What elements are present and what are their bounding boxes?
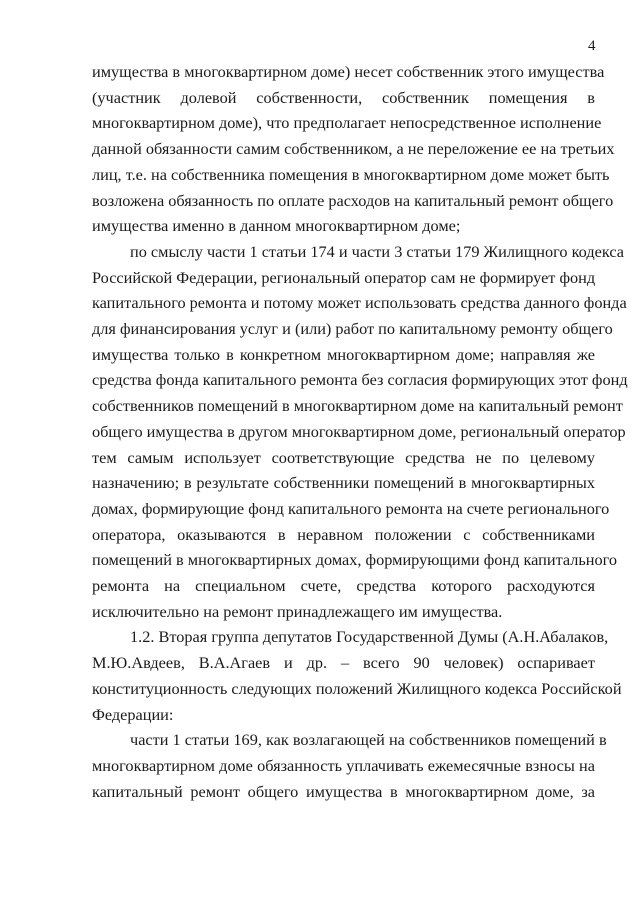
text-line: Российской Федерации, региональный оператор сам не формирует фонд — [92, 267, 596, 287]
text-line: М.Ю.Авдеев, В.А.Агаев и др. – всего 90 человек) оспаривает — [92, 653, 595, 673]
text-line: капитального ремонта и потому может использовать средства данного фонда — [92, 293, 627, 313]
text-line: для финансирования услуг и (или) работ по капитальному ремонту общего — [92, 319, 613, 339]
text-line: средства фонда капитального ремонта без согласия формирующих этот фонд — [92, 370, 628, 390]
text-line: помещений в многоквартирных домах, формирующими фонд капитального — [92, 550, 618, 570]
text-line: 1.2. Вторая группа депутатов Государственной Думы (А.Н.Абалаков, — [130, 627, 609, 647]
text-line: возложена обязанность по оплате расходов на капитальный ремонт общего — [92, 190, 614, 210]
text-line: имущества в многоквартирном доме) несет собственник этого имущества — [92, 62, 605, 81]
text-line: данной обязанности самим собственником, а не переложение ее на третьих — [92, 139, 615, 159]
page-number: 4 — [588, 38, 596, 54]
text-line: конституционность следующих положений Жилищного кодекса Российской — [92, 678, 622, 698]
paragraph — [92, 624, 622, 727]
text-line: домах, формирующие фонд капитального ремонта на счете регионального — [92, 498, 610, 518]
document-body — [92, 59, 628, 804]
paragraph — [92, 59, 615, 239]
text-line: собственников помещений в многоквартирном доме на капитальный ремонт — [92, 396, 623, 416]
text-line: (участник долевой собственности, собственник помещения в — [92, 87, 595, 107]
text-line: капитальный ремонт общего имущества в многоквартирном доме, за — [92, 781, 595, 801]
text-line: многоквартирном доме), что предполагает непосредственное исполнение — [92, 113, 602, 133]
text-line: ремонта на специальном счете, средства которого расходуются — [92, 576, 595, 596]
text-line: исключительно на ремонт принадлежащего им имущества. — [92, 601, 503, 621]
paragraph — [92, 727, 607, 804]
text-line: оператора, оказываются в неравном положении с собственниками — [92, 524, 595, 544]
text-line: назначению; в результате собственники помещений в многоквартирных — [92, 473, 595, 493]
text-line: общего имущества в другом многоквартирном доме, региональный оператор — [92, 421, 626, 441]
text-line: многоквартирном доме обязанность уплачивать ежемесячные взносы на — [92, 755, 595, 775]
text-line: тем самым использует соответствующие средства не по целевому — [92, 447, 595, 467]
text-line: лиц, т.е. на собственника помещения в многоквартирном доме может быть — [92, 164, 610, 184]
paragraph — [92, 239, 628, 625]
text-line: имущества именно в данном многоквартирном доме; — [92, 216, 461, 236]
text-line: Федерации: — [92, 704, 174, 724]
text-line: по смыслу части 1 статьи 174 и части 3 статьи 179 Жилищного кодекса — [130, 241, 624, 261]
text-line: имущества только в конкретном многоквартирном доме; направляя же — [92, 344, 595, 364]
text-line: части 1 статьи 169, как возлагающей на собственников помещений в — [130, 730, 607, 750]
